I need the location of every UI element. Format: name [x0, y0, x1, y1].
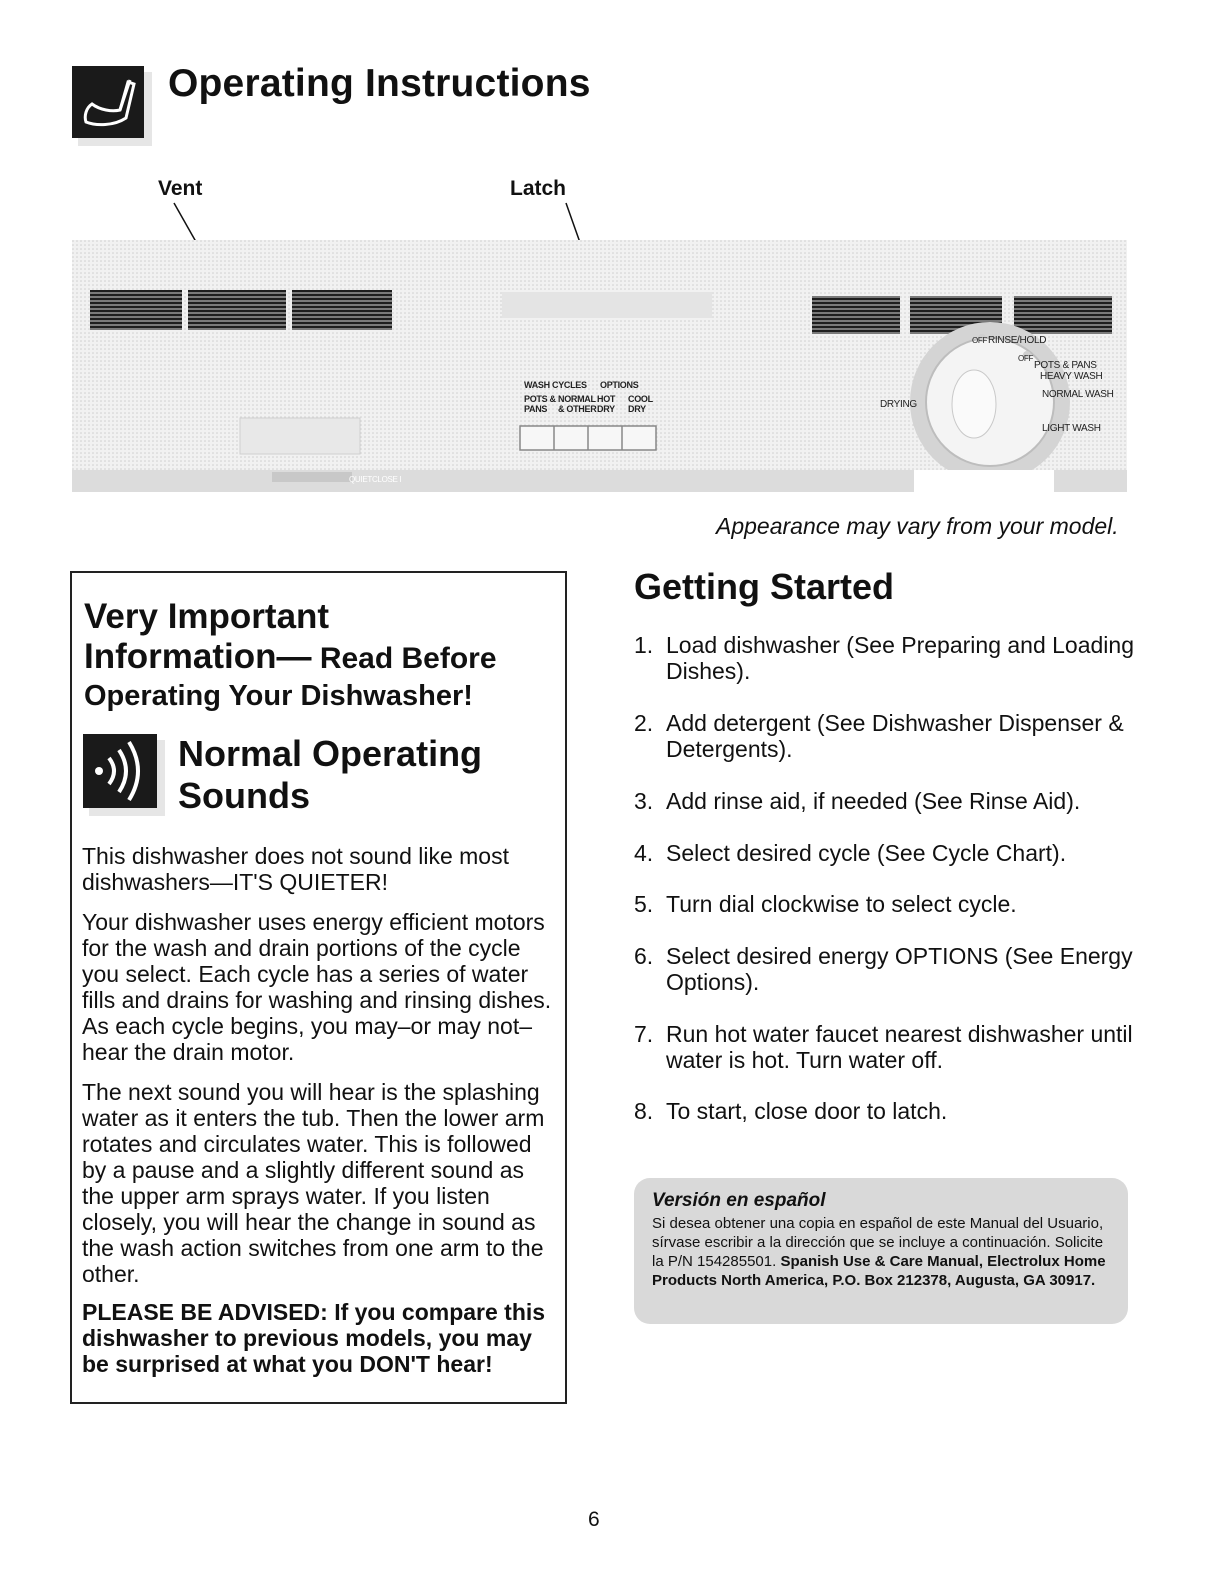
step-text: Load dishwasher (See Preparing and Loading Dishes). — [666, 632, 1134, 684]
spanish-body-regular: Si desea obtener una copia en español de este Manual del Usuario, sírvase escribir a la dirección que se incluye a continuación. Solicite la P/N 154285501. — [652, 1215, 1104, 1270]
title-line: Very Important — [84, 597, 330, 636]
spanish-body-address: Spanish Use & Care Manual, Electrolux Home Products North America, P.O. Box 212378, Augusta, GA 30917. — [652, 1253, 1106, 1289]
hand-pointing-icon — [72, 66, 152, 146]
dial-pots-pans: POTS & PANS — [1034, 360, 1097, 371]
list-item — [634, 788, 1134, 814]
step-text: Add detergent (See Dishwasher Dispenser & Detergents). — [666, 710, 1124, 762]
panel-brand: QUIETCLOSE I — [349, 475, 402, 484]
spanish-version-note — [634, 1178, 1128, 1324]
list-item — [634, 710, 1134, 762]
step-text: Select desired cycle (See Cycle Chart). — [666, 840, 1067, 866]
panel-button-pots-pans[interactable] — [524, 394, 556, 414]
list-item — [634, 943, 1134, 995]
important-info-title — [84, 597, 564, 713]
dial-heavy-wash: HEAVY WASH — [1040, 371, 1103, 382]
step-number: 3. — [634, 788, 654, 814]
step-number: 5. — [634, 891, 654, 917]
button-label: DRY — [597, 404, 615, 414]
list-item — [634, 1021, 1134, 1073]
spanish-title: Versión en español — [652, 1190, 826, 1211]
button-label: & OTHER — [558, 404, 597, 414]
advised-note: PLEASE BE ADVISED: If you compare this dishwasher to previous models, you may be surprised at what you DON'T hear! — [82, 1299, 546, 1377]
vent-label: Vent — [158, 177, 203, 200]
step-text: Select desired energy OPTIONS (See Energy Options). — [666, 943, 1133, 995]
important-info-box — [70, 571, 567, 1404]
step-text: To start, close door to latch. — [666, 1098, 948, 1124]
button-label: POTS & — [524, 394, 556, 404]
dial-drying: DRYING — [880, 399, 917, 410]
info-paragraph: This dishwasher does not sound like most dishwashers—IT'S QUIETER! — [82, 843, 509, 895]
button-label: PANS — [524, 404, 548, 414]
button-label: NORMAL — [558, 394, 596, 404]
panel-button-normal[interactable] — [558, 394, 596, 414]
step-number: 7. — [634, 1021, 654, 1047]
spanish-body — [652, 1214, 1110, 1290]
step-number: 2. — [634, 710, 654, 736]
list-item — [634, 891, 1134, 917]
button-label: HOT — [597, 394, 616, 404]
list-item — [634, 840, 1134, 866]
step-number: 4. — [634, 840, 654, 866]
list-item — [634, 1098, 1134, 1124]
page-title: Operating Instructions — [168, 62, 591, 105]
title-line: Operating Your Dishwasher! — [84, 679, 473, 712]
control-panel-illustration — [72, 240, 1127, 492]
wash-cycles-heading: WASH CYCLES — [524, 380, 587, 390]
options-heading: OPTIONS — [600, 380, 639, 390]
info-paragraph: Your dishwasher uses energy efficient motors for the wash and drain portions of the cycle you select. Each cycle has a series of water fills and drains for washing and rinsing dishes. As each cycle begins, you may–or may not–hear the drain motor. — [82, 909, 552, 1065]
step-text: Run hot water faucet nearest dishwasher until water is hot. Turn water off. — [666, 1021, 1133, 1073]
step-number: 6. — [634, 943, 654, 969]
getting-started-title: Getting Started — [634, 566, 895, 607]
step-number: 1. — [634, 632, 654, 658]
dial-normal-wash: NORMAL WASH — [1042, 389, 1114, 400]
button-label: DRY — [628, 404, 646, 414]
dial-off-top: OFF — [972, 336, 988, 345]
list-item — [634, 632, 1134, 684]
info-paragraph: The next sound you will hear is the splashing water as it enters the tub. Then the lower arm rotates and circulates water. This is followed by a pause and a slightly different sound as the upper arm sprays water. If you listen closely, you will hear the change in sound as the wash action switches from one arm to the other. — [82, 1079, 545, 1287]
page-number: 6 — [588, 1508, 600, 1531]
dial-rinse-hold: RINSE/HOLD — [988, 335, 1047, 346]
dial-light-wash: LIGHT WASH — [1042, 423, 1101, 434]
latch-label: Latch — [510, 177, 567, 200]
step-text: Turn dial clockwise to select cycle. — [666, 891, 1017, 917]
title-line: Read Before — [311, 642, 497, 676]
title-line: Information— — [84, 637, 312, 677]
step-text: Add rinse aid, if needed (See Rinse Aid). — [666, 788, 1081, 814]
step-number: 8. — [634, 1098, 654, 1124]
dial-off-right: OFF — [1018, 354, 1034, 363]
sound-waves-icon — [83, 734, 165, 816]
normal-operating-sounds-title: Normal Operating Sounds — [178, 733, 483, 817]
panel-button-cool-dry[interactable] — [628, 394, 653, 414]
panel-button-hot-dry[interactable] — [597, 394, 615, 414]
button-label: COOL — [628, 394, 653, 404]
appearance-caption: Appearance may vary from your model. — [716, 513, 1119, 539]
